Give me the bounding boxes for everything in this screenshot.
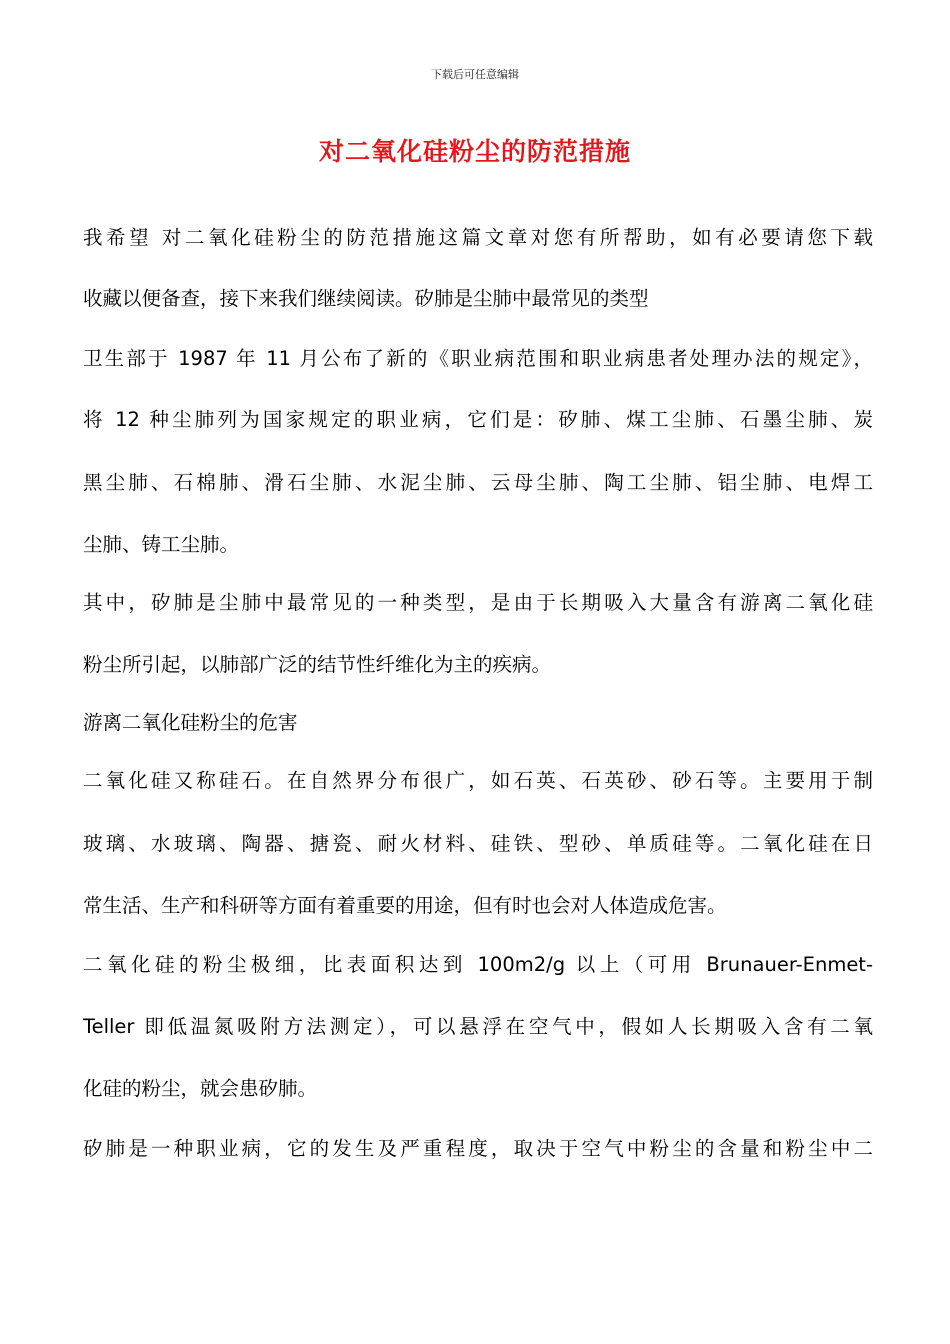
paragraph-line: 尘肺、铸工尘肺。 xyxy=(83,533,240,556)
paragraph-line: 其中，矽肺是尘肺中最常见的一种类型，是由于长期吸入大量含有游离二氧化硅 xyxy=(83,591,873,614)
paragraph-line: 收藏以便备查，接下来我们继续阅读。矽肺是尘肺中最常见的类型 xyxy=(83,287,649,310)
paragraph-line: 黑尘肺、石棉肺、滑石尘肺、水泥尘肺、云母尘肺、陶工尘肺、铝尘肺、电焊工 xyxy=(83,471,873,494)
paragraph-line: 将 12 种尘肺列为国家规定的职业病，它们是：矽肺、煤工尘肺、石墨尘肺、炭 xyxy=(83,408,873,431)
section-heading: 游离二氧化硅粉尘的危害 xyxy=(83,711,298,734)
paragraph-line: 矽肺是一种职业病，它的发生及严重程度，取决于空气中粉尘的含量和粉尘中二 xyxy=(83,1137,873,1160)
paragraph-line: Teller 即低温氮吸附方法测定），可以悬浮在空气中，假如人长期吸入含有二氧 xyxy=(83,1015,873,1038)
paragraph-line: 卫生部于 1987 年 11 月公布了新的《职业病范围和职业病患者处理办法的规定》， xyxy=(83,347,873,370)
paragraph-line: 我希望 对二氧化硅粉尘的防范措施这篇文章对您有所帮助，如有必要请您下载 xyxy=(83,226,873,249)
paragraph-line: 化硅的粉尘，就会患矽肺。 xyxy=(83,1077,318,1100)
paragraph-line: 常生活、生产和科研等方面有着重要的用途，但有时也会对人体造成危害。 xyxy=(83,894,727,917)
paragraph-line: 粉尘所引起，以肺部广泛的结节性纤维化为主的疾病。 xyxy=(83,653,552,676)
header-note: 下载后可任意编辑 xyxy=(431,68,519,81)
paragraph-line: 二氧化硅又称硅石。在自然界分布很广，如石英、石英砂、砂石等。主要用于制 xyxy=(83,769,873,792)
paragraph-line: 玻璃、水玻璃、陶器、搪瓷、耐火材料、硅铁、型砂、单质硅等。二氧化硅在日 xyxy=(83,832,873,855)
document-title: 对二氧化硅粉尘的防范措施 xyxy=(318,137,631,166)
paragraph-line: 二氧化硅的粉尘极细，比表面积达到 100m2/g 以上（可用 Brunauer-Enmet- xyxy=(83,953,873,976)
